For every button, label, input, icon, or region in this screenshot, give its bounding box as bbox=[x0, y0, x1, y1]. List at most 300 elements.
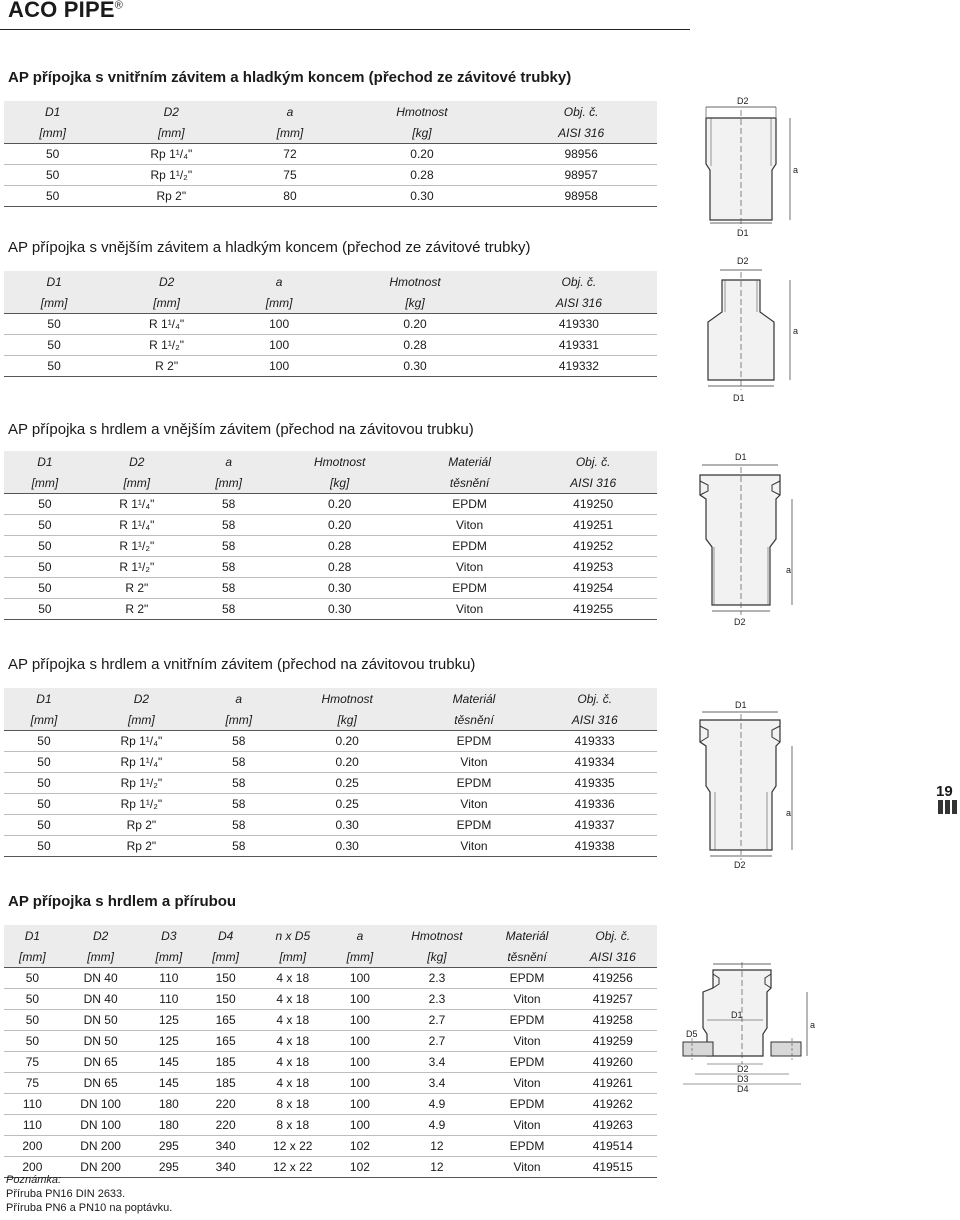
table-cell: EPDM bbox=[486, 1010, 569, 1031]
table-cell: 58 bbox=[188, 557, 270, 578]
table-cell: EPDM bbox=[410, 578, 530, 599]
table-cell: 0.30 bbox=[339, 186, 506, 207]
table-cell: 50 bbox=[4, 335, 104, 356]
column-header: D2 bbox=[86, 451, 188, 472]
table-cell: 150 bbox=[197, 968, 254, 989]
table-cell: DN 100 bbox=[61, 1115, 141, 1136]
section-3-table bbox=[4, 451, 657, 620]
table-cell: 0.20 bbox=[270, 515, 410, 536]
table-cell: 50 bbox=[4, 794, 84, 815]
table-cell: 98956 bbox=[505, 144, 657, 165]
table-row bbox=[4, 335, 657, 356]
table-cell: 100 bbox=[332, 1031, 389, 1052]
column-header: D1 bbox=[4, 451, 86, 472]
table-cell: 102 bbox=[332, 1136, 389, 1157]
column-unit: [mm] bbox=[4, 472, 86, 494]
column-header: D3 bbox=[140, 925, 197, 946]
table-cell: 0.28 bbox=[270, 536, 410, 557]
column-header: Obj. č. bbox=[532, 688, 657, 709]
table-cell: 4 x 18 bbox=[254, 1052, 332, 1073]
table-cell: 4 x 18 bbox=[254, 968, 332, 989]
column-header: D1 bbox=[4, 688, 84, 709]
table-cell: 125 bbox=[140, 1010, 197, 1031]
table-cell: Viton bbox=[486, 1157, 569, 1178]
table-cell: DN 65 bbox=[61, 1073, 141, 1094]
table-cell: 12 bbox=[388, 1136, 485, 1157]
drawing-4-d2-label: D2 bbox=[734, 860, 746, 870]
table-row bbox=[4, 1073, 657, 1094]
column-header: D1 bbox=[4, 271, 104, 292]
table-cell: DN 50 bbox=[61, 1010, 141, 1031]
header-row bbox=[4, 271, 657, 292]
table-row bbox=[4, 1052, 657, 1073]
table-cell: 98957 bbox=[505, 165, 657, 186]
table-cell: 0.28 bbox=[329, 335, 501, 356]
table-row bbox=[4, 144, 657, 165]
drawing-2-a-label: a bbox=[793, 326, 799, 336]
note-line-1: Příruba PN16 DIN 2633. bbox=[6, 1188, 126, 1200]
column-unit: [kg] bbox=[329, 292, 501, 314]
table-cell: 98958 bbox=[505, 186, 657, 207]
table-cell: 50 bbox=[4, 968, 61, 989]
section-2-title: AP přípojka s vnějším závitem a hladkým koncem (přechod ze závitové trubky) bbox=[8, 239, 531, 256]
column-unit: AISI 316 bbox=[532, 709, 657, 731]
table-cell: 0.20 bbox=[329, 314, 501, 335]
table-cell: 58 bbox=[199, 731, 279, 752]
table-cell: 419335 bbox=[532, 773, 657, 794]
table-cell: 0.30 bbox=[279, 815, 416, 836]
drawing-2-d1-label: D1 bbox=[733, 393, 745, 403]
table-cell: 50 bbox=[4, 989, 61, 1010]
column-unit: [mm] bbox=[140, 946, 197, 968]
table-row bbox=[4, 1031, 657, 1052]
table-cell: 150 bbox=[197, 989, 254, 1010]
table-cell: 0.30 bbox=[329, 356, 501, 377]
table-row bbox=[4, 731, 657, 752]
drawing-3 bbox=[690, 447, 810, 632]
column-header: a bbox=[188, 451, 270, 472]
column-unit: AISI 316 bbox=[529, 472, 657, 494]
section-3-title: AP přípojka s hrdlem a vnějším závitem (přechod na závitovou trubku) bbox=[8, 421, 474, 438]
drawing-4-a-label: a bbox=[786, 808, 792, 818]
drawing-2 bbox=[690, 250, 810, 410]
section-1-title: AP přípojka s vnitřním závitem a hladkým koncem (přechod ze závitové trubky) bbox=[8, 69, 572, 86]
table-cell: 4 x 18 bbox=[254, 1010, 332, 1031]
table-cell: 125 bbox=[140, 1031, 197, 1052]
table-row bbox=[4, 536, 657, 557]
column-header: a bbox=[229, 271, 329, 292]
table-cell: 58 bbox=[188, 578, 270, 599]
section-4-title: AP přípojka s hrdlem a vnitřním závitem (přechod na závitovou trubku) bbox=[8, 656, 476, 673]
table-cell: 0.25 bbox=[279, 794, 416, 815]
section-2-table bbox=[4, 271, 657, 377]
table-cell: 50 bbox=[4, 836, 84, 857]
column-unit: [mm] bbox=[229, 292, 329, 314]
table-cell: 0.20 bbox=[270, 494, 410, 515]
table-cell: 100 bbox=[332, 1052, 389, 1073]
drawing-3-d1-label: D1 bbox=[735, 452, 747, 462]
table-cell: R 2" bbox=[104, 356, 229, 377]
drawing-2-d2-label: D2 bbox=[737, 256, 749, 266]
units-row bbox=[4, 292, 657, 314]
table-cell: 100 bbox=[332, 1010, 389, 1031]
table-cell: 50 bbox=[4, 599, 86, 620]
table-cell: 2.3 bbox=[388, 968, 485, 989]
table-cell: R 2" bbox=[86, 599, 188, 620]
table-cell: 419252 bbox=[529, 536, 657, 557]
table-cell: Viton bbox=[410, 557, 530, 578]
table-cell: 4 x 18 bbox=[254, 1073, 332, 1094]
table-cell: Viton bbox=[486, 989, 569, 1010]
column-unit: [mm] bbox=[101, 122, 241, 144]
table-cell: 419257 bbox=[569, 989, 658, 1010]
units-row bbox=[4, 946, 657, 968]
table-cell: 4 x 18 bbox=[254, 1031, 332, 1052]
table-cell: 75 bbox=[241, 165, 338, 186]
table-cell: 100 bbox=[332, 1094, 389, 1115]
note-heading: Poznámka: bbox=[6, 1174, 62, 1186]
column-unit: [mm] bbox=[4, 709, 84, 731]
table-cell: Viton bbox=[486, 1031, 569, 1052]
table-cell: 50 bbox=[4, 731, 84, 752]
table-cell: 110 bbox=[140, 968, 197, 989]
column-unit: [mm] bbox=[4, 292, 104, 314]
column-unit: [kg] bbox=[388, 946, 485, 968]
table-row bbox=[4, 356, 657, 377]
drawing-1-d1-label: D1 bbox=[737, 228, 749, 238]
table-cell: Viton bbox=[410, 599, 530, 620]
table-cell: 50 bbox=[4, 773, 84, 794]
table-cell: 419250 bbox=[529, 494, 657, 515]
column-unit: [kg] bbox=[270, 472, 410, 494]
table-cell: DN 100 bbox=[61, 1094, 141, 1115]
column-unit: AISI 316 bbox=[569, 946, 658, 968]
table-cell: 80 bbox=[241, 186, 338, 207]
drawing-1-d2-label: D2 bbox=[737, 96, 749, 106]
column-header: Obj. č. bbox=[529, 451, 657, 472]
table-cell: 50 bbox=[4, 165, 101, 186]
table-cell: 220 bbox=[197, 1115, 254, 1136]
table-cell: 50 bbox=[4, 144, 101, 165]
table-row bbox=[4, 165, 657, 186]
table-row bbox=[4, 815, 657, 836]
column-unit: AISI 316 bbox=[505, 122, 657, 144]
table-cell: 340 bbox=[197, 1157, 254, 1178]
table-cell: Rp 1¹/₂" bbox=[84, 794, 199, 815]
column-unit: [mm] bbox=[254, 946, 332, 968]
table-row bbox=[4, 836, 657, 857]
page-number: 19 bbox=[936, 783, 953, 800]
section-5-table bbox=[4, 925, 657, 1178]
table-cell: 419337 bbox=[532, 815, 657, 836]
table-cell: EPDM bbox=[416, 815, 533, 836]
table-cell: 419260 bbox=[569, 1052, 658, 1073]
table-cell: 220 bbox=[197, 1094, 254, 1115]
table-cell: 110 bbox=[4, 1115, 61, 1136]
table-cell: 419333 bbox=[532, 731, 657, 752]
table-cell: 58 bbox=[199, 836, 279, 857]
table-cell: 110 bbox=[4, 1094, 61, 1115]
table-cell: 419262 bbox=[569, 1094, 658, 1115]
table-cell: R 2" bbox=[86, 578, 188, 599]
table-cell: 185 bbox=[197, 1073, 254, 1094]
table-row bbox=[4, 752, 657, 773]
table-cell: 200 bbox=[4, 1136, 61, 1157]
table-cell: 200 bbox=[4, 1157, 61, 1178]
column-header: D2 bbox=[104, 271, 229, 292]
table-cell: 145 bbox=[140, 1052, 197, 1073]
column-header: Materiál bbox=[410, 451, 530, 472]
table-row bbox=[4, 1115, 657, 1136]
table-cell: DN 65 bbox=[61, 1052, 141, 1073]
column-header: D1 bbox=[4, 925, 61, 946]
table-cell: 165 bbox=[197, 1010, 254, 1031]
drawing-5-d1-label: D1 bbox=[731, 1010, 743, 1020]
table-cell: R 1¹/₂" bbox=[86, 536, 188, 557]
table-cell: 419258 bbox=[569, 1010, 658, 1031]
table-cell: 100 bbox=[229, 356, 329, 377]
drawing-5-d4-label: D4 bbox=[737, 1084, 749, 1094]
table-cell: 12 bbox=[388, 1157, 485, 1178]
drawing-3-a-label: a bbox=[786, 565, 792, 575]
table-cell: R 1¹/₄" bbox=[86, 494, 188, 515]
table-cell: 180 bbox=[140, 1115, 197, 1136]
column-header: Materiál bbox=[486, 925, 569, 946]
table-cell: 100 bbox=[332, 968, 389, 989]
table-cell: 0.28 bbox=[270, 557, 410, 578]
table-cell: 58 bbox=[188, 494, 270, 515]
table-cell: Rp 1¹/₄" bbox=[101, 144, 241, 165]
table-cell: 419515 bbox=[569, 1157, 658, 1178]
column-header: a bbox=[241, 101, 338, 122]
table-cell: 50 bbox=[4, 557, 86, 578]
column-header: D4 bbox=[197, 925, 254, 946]
table-row bbox=[4, 186, 657, 207]
column-unit: [mm] bbox=[84, 709, 199, 731]
column-unit: [mm] bbox=[241, 122, 338, 144]
table-cell: Rp 1¹/₂" bbox=[84, 773, 199, 794]
units-row bbox=[4, 122, 657, 144]
table-cell: 58 bbox=[199, 773, 279, 794]
table-cell: EPDM bbox=[486, 1136, 569, 1157]
column-header: Hmotnost bbox=[329, 271, 501, 292]
table-row bbox=[4, 314, 657, 335]
column-unit: [kg] bbox=[339, 122, 506, 144]
column-unit: AISI 316 bbox=[501, 292, 657, 314]
column-unit: těsnění bbox=[410, 472, 530, 494]
table-cell: DN 50 bbox=[61, 1031, 141, 1052]
table-cell: 419253 bbox=[529, 557, 657, 578]
table-cell: 50 bbox=[4, 1010, 61, 1031]
table-cell: DN 40 bbox=[61, 989, 141, 1010]
table-cell: Viton bbox=[410, 515, 530, 536]
column-unit: [mm] bbox=[188, 472, 270, 494]
table-cell: Viton bbox=[416, 752, 533, 773]
table-cell: 0.30 bbox=[270, 599, 410, 620]
table-cell: 2.3 bbox=[388, 989, 485, 1010]
table-row bbox=[4, 1094, 657, 1115]
column-unit: těsnění bbox=[416, 709, 533, 731]
drawing-1 bbox=[690, 90, 810, 240]
table-cell: 3.4 bbox=[388, 1052, 485, 1073]
table-cell: 58 bbox=[188, 536, 270, 557]
table-cell: 419254 bbox=[529, 578, 657, 599]
table-cell: 165 bbox=[197, 1031, 254, 1052]
table-cell: 50 bbox=[4, 494, 86, 515]
table-cell: 419259 bbox=[569, 1031, 658, 1052]
table-row bbox=[4, 794, 657, 815]
column-header: Hmotnost bbox=[279, 688, 416, 709]
table-row bbox=[4, 494, 657, 515]
drawing-4 bbox=[690, 690, 810, 875]
table-row bbox=[4, 1010, 657, 1031]
drawing-1-a-label: a bbox=[793, 165, 799, 175]
table-cell: 12 x 22 bbox=[254, 1157, 332, 1178]
table-cell: 419331 bbox=[501, 335, 657, 356]
brand-title: ACO PIPE® bbox=[8, 0, 124, 22]
table-row bbox=[4, 515, 657, 536]
table-cell: R 1¹/₄" bbox=[104, 314, 229, 335]
table-cell: 340 bbox=[197, 1136, 254, 1157]
table-cell: 58 bbox=[199, 815, 279, 836]
column-unit: [mm] bbox=[104, 292, 229, 314]
table-cell: 58 bbox=[199, 794, 279, 815]
table-cell: 50 bbox=[4, 186, 101, 207]
column-unit: [mm] bbox=[86, 472, 188, 494]
table-cell: Rp 1¹/₄" bbox=[84, 752, 199, 773]
table-cell: EPDM bbox=[410, 494, 530, 515]
table-cell: Viton bbox=[416, 836, 533, 857]
table-cell: EPDM bbox=[416, 731, 533, 752]
table-row bbox=[4, 1157, 657, 1178]
units-row bbox=[4, 709, 657, 731]
table-cell: R 1¹/₂" bbox=[86, 557, 188, 578]
table-cell: 100 bbox=[332, 989, 389, 1010]
column-header: Obj. č. bbox=[501, 271, 657, 292]
table-cell: 0.20 bbox=[279, 731, 416, 752]
table-cell: 145 bbox=[140, 1073, 197, 1094]
table-cell: EPDM bbox=[416, 773, 533, 794]
table-cell: Rp 2" bbox=[84, 836, 199, 857]
table-cell: Viton bbox=[486, 1073, 569, 1094]
table-cell: 50 bbox=[4, 1031, 61, 1052]
table-cell: 50 bbox=[4, 515, 86, 536]
table-cell: 185 bbox=[197, 1052, 254, 1073]
table-cell: 100 bbox=[229, 314, 329, 335]
table-row bbox=[4, 599, 657, 620]
table-cell: DN 40 bbox=[61, 968, 141, 989]
table-cell: 419263 bbox=[569, 1115, 658, 1136]
table-cell: 50 bbox=[4, 536, 86, 557]
table-cell: 419336 bbox=[532, 794, 657, 815]
table-cell: 0.28 bbox=[339, 165, 506, 186]
table-row bbox=[4, 578, 657, 599]
table-cell: 295 bbox=[140, 1136, 197, 1157]
table-cell: 419255 bbox=[529, 599, 657, 620]
table-cell: 419334 bbox=[532, 752, 657, 773]
table-cell: Viton bbox=[416, 794, 533, 815]
column-header: Hmotnost bbox=[270, 451, 410, 472]
column-unit: [kg] bbox=[279, 709, 416, 731]
table-cell: 419332 bbox=[501, 356, 657, 377]
column-header: a bbox=[332, 925, 389, 946]
table-cell: 50 bbox=[4, 815, 84, 836]
table-cell: DN 200 bbox=[61, 1157, 141, 1178]
table-cell: 0.30 bbox=[270, 578, 410, 599]
table-cell: 419338 bbox=[532, 836, 657, 857]
column-header: D2 bbox=[84, 688, 199, 709]
table-cell: 419261 bbox=[569, 1073, 658, 1094]
table-cell: 0.20 bbox=[279, 752, 416, 773]
table-cell: 3.4 bbox=[388, 1073, 485, 1094]
table-cell: 50 bbox=[4, 752, 84, 773]
column-header: D2 bbox=[61, 925, 141, 946]
table-row bbox=[4, 989, 657, 1010]
column-header: n x D5 bbox=[254, 925, 332, 946]
table-cell: 419256 bbox=[569, 968, 658, 989]
table-cell: EPDM bbox=[486, 968, 569, 989]
header-row bbox=[4, 688, 657, 709]
drawing-5-d5-label: D5 bbox=[686, 1029, 698, 1039]
table-cell: 58 bbox=[188, 515, 270, 536]
table-cell: 50 bbox=[4, 578, 86, 599]
table-cell: 8 x 18 bbox=[254, 1115, 332, 1136]
section-1-table bbox=[4, 101, 657, 207]
column-header: Obj. č. bbox=[505, 101, 657, 122]
header-rule bbox=[0, 29, 690, 30]
drawing-5-d2-label: D2 bbox=[737, 1064, 749, 1074]
drawing-3-d2-label: D2 bbox=[734, 617, 746, 627]
table-cell: 4 x 18 bbox=[254, 989, 332, 1010]
table-cell: 110 bbox=[140, 989, 197, 1010]
table-cell: 0.30 bbox=[279, 836, 416, 857]
column-header: Hmotnost bbox=[339, 101, 506, 122]
section-5-title: AP přípojka s hrdlem a přírubou bbox=[8, 893, 237, 910]
table-cell: 102 bbox=[332, 1157, 389, 1178]
table-cell: EPDM bbox=[410, 536, 530, 557]
table-cell: 419514 bbox=[569, 1136, 658, 1157]
table-cell: 2.7 bbox=[388, 1031, 485, 1052]
table-cell: 75 bbox=[4, 1052, 61, 1073]
table-cell: 419251 bbox=[529, 515, 657, 536]
page-marker-icon bbox=[938, 800, 958, 814]
table-row bbox=[4, 773, 657, 794]
column-header: D2 bbox=[101, 101, 241, 122]
column-unit: [mm] bbox=[61, 946, 141, 968]
table-cell: 0.25 bbox=[279, 773, 416, 794]
column-header: D1 bbox=[4, 101, 101, 122]
header-row bbox=[4, 451, 657, 472]
table-cell: 100 bbox=[332, 1115, 389, 1136]
table-cell: 12 x 22 bbox=[254, 1136, 332, 1157]
table-cell: 295 bbox=[140, 1157, 197, 1178]
drawing-5-a-label: a bbox=[810, 1020, 816, 1030]
table-cell: Rp 2" bbox=[84, 815, 199, 836]
column-unit: těsnění bbox=[486, 946, 569, 968]
drawing-5-d3-label: D3 bbox=[737, 1074, 749, 1084]
table-cell: R 1¹/₂" bbox=[104, 335, 229, 356]
table-cell: 4.9 bbox=[388, 1115, 485, 1136]
table-cell: Rp 2" bbox=[101, 186, 241, 207]
table-cell: R 1¹/₄" bbox=[86, 515, 188, 536]
table-row bbox=[4, 968, 657, 989]
table-cell: 4.9 bbox=[388, 1094, 485, 1115]
table-cell: 8 x 18 bbox=[254, 1094, 332, 1115]
table-cell: EPDM bbox=[486, 1094, 569, 1115]
table-cell: 2.7 bbox=[388, 1010, 485, 1031]
column-header: Obj. č. bbox=[569, 925, 658, 946]
header-row bbox=[4, 101, 657, 122]
